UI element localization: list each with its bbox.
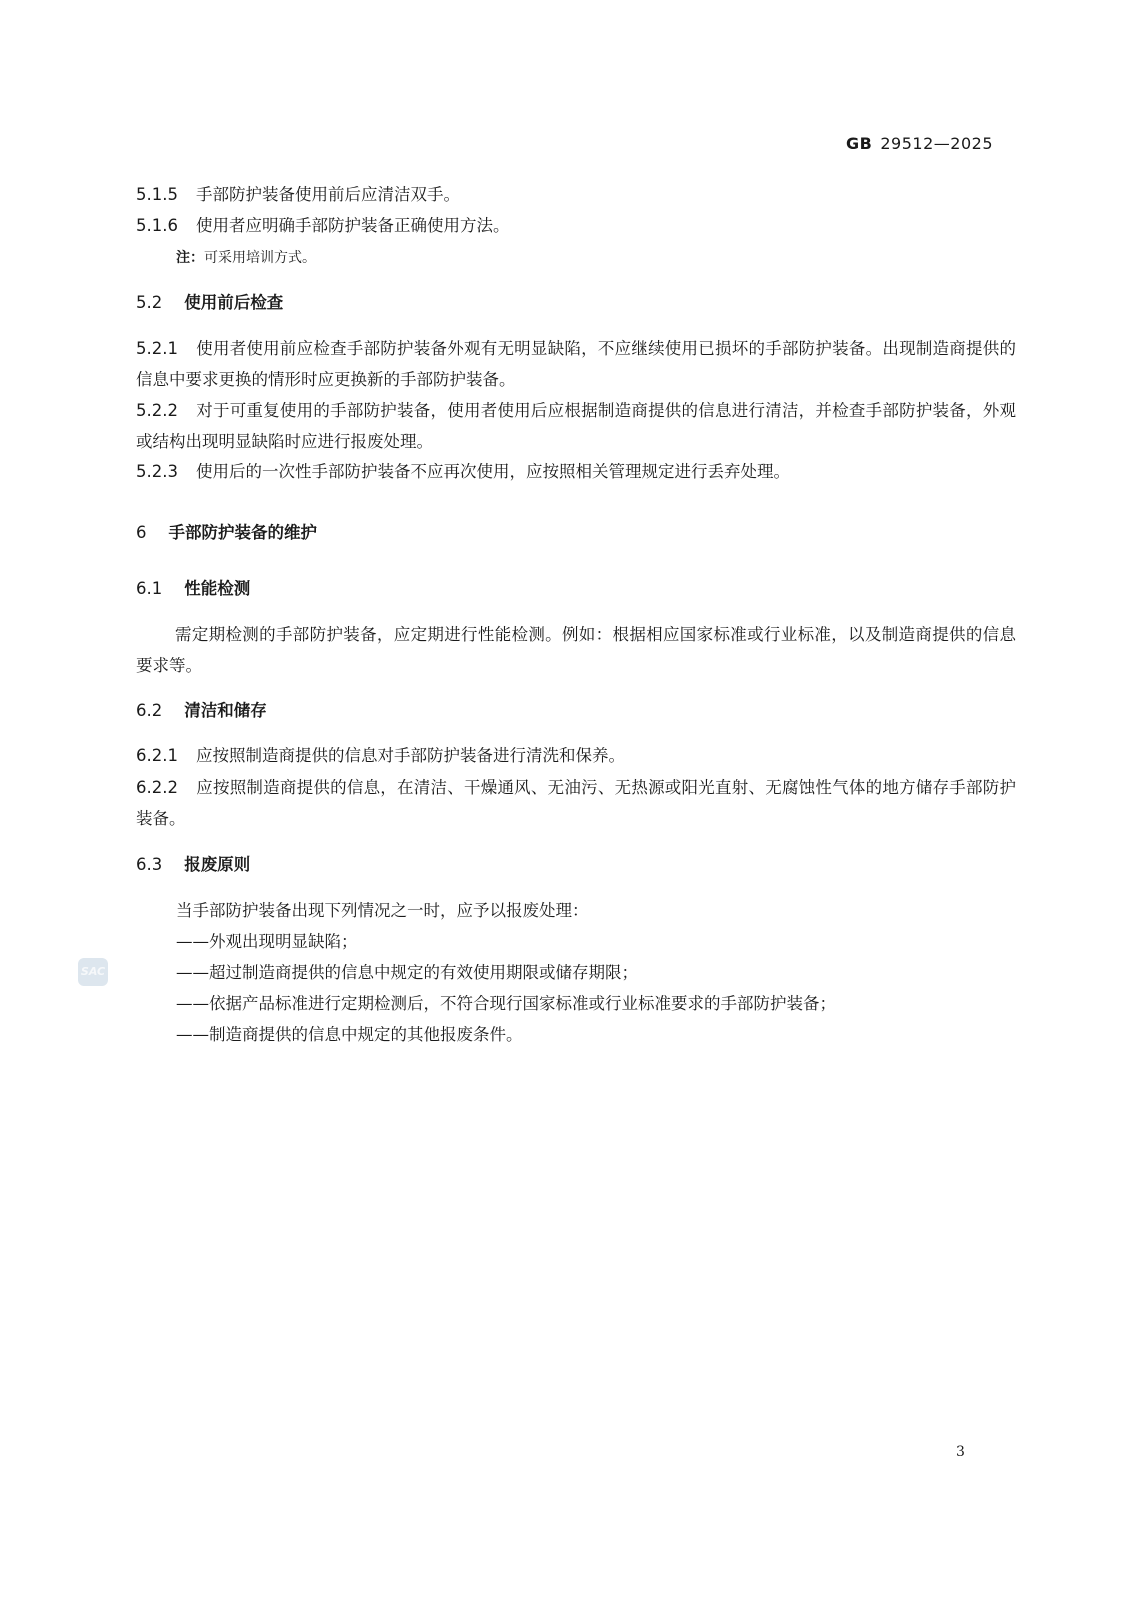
- section-6-1-heading: [136, 574, 1016, 604]
- section-5-2-heading: [136, 288, 1016, 318]
- list-item: ——制造商提供的信息中规定的其他报废条件。: [176, 1025, 523, 1044]
- section-title: 清洁和储存: [184, 701, 267, 720]
- clause-text: 手部防护装备使用前后应清洁双手。: [195, 185, 460, 204]
- section-title: 手部防护装备的维护: [168, 523, 317, 542]
- page-number: 3: [956, 1444, 965, 1460]
- section-title: 性能检测: [184, 579, 251, 598]
- list-item: ——依据产品标准进行定期检测后，不符合现行国家标准或行业标准要求的手部防护装备；: [176, 994, 836, 1013]
- clause-number: 6.2.1: [136, 746, 178, 765]
- section-number: 6: [136, 523, 147, 542]
- section-6-3-heading: [136, 850, 1016, 880]
- clause-5-2-1: [136, 333, 1016, 395]
- clause-6-2-2: [136, 772, 1016, 834]
- section-6-2-heading: [136, 696, 1016, 726]
- standard-code-header: [846, 134, 993, 153]
- clause-text: 使用者应明确手部防护装备正确使用方法。: [195, 216, 510, 235]
- clause-number: 5.1.5: [136, 185, 178, 204]
- sac-watermark-logo: SAC: [78, 958, 108, 986]
- clause-5-1-5: [136, 180, 1016, 210]
- clause-text: 应按照制造商提供的信息，在清洁、干燥通风、无油污、无热源或阳光直射、无腐蚀性气体的地方储存手部防护装备。: [136, 778, 1016, 828]
- section-number: 6.3: [136, 855, 163, 874]
- clause-text: 使用者使用前应检查手部防护装备外观有无明显缺陷，不应继续使用已损坏的手部防护装备。出现制造商提供的信息中要求更换的情形时应更换新的手部防护装备。: [136, 339, 1016, 389]
- section-number: 5.2: [136, 293, 163, 312]
- section-title: 报废原则: [184, 855, 251, 874]
- clause-text: 对于可重复使用的手部防护装备，使用者使用后应根据制造商提供的信息进行清洁，并检查手部防护装备，外观或结构出现明显缺陷时应进行报废处理。: [136, 401, 1016, 451]
- clause-number: 5.2.1: [136, 339, 178, 358]
- clause-5-1-6: [136, 211, 1016, 241]
- standard-code: 29512—2025: [880, 134, 993, 153]
- clause-5-2-3: [136, 457, 1016, 487]
- clause-number: 5.2.2: [136, 401, 178, 420]
- section-number: 6.2: [136, 701, 163, 720]
- note-label: 注：: [176, 250, 204, 266]
- list-item: ——超过制造商提供的信息中规定的有效使用期限或储存期限；: [176, 963, 638, 982]
- clause-number: 5.1.6: [136, 216, 178, 235]
- list-item: ——外观出现明显缺陷；: [176, 932, 358, 951]
- note-text: 可采用培训方式。: [204, 250, 316, 266]
- clause-6-2-1: [136, 741, 1016, 771]
- section-6-1-paragraph: 需定期检测的手部防护装备，应定期进行性能检测。例如：根据相应国家标准或行业标准，以及制造商提供的信息要求等。: [136, 625, 1016, 675]
- standard-prefix: GB: [846, 134, 873, 153]
- clause-text: 应按照制造商提供的信息对手部防护装备进行清洗和保养。: [195, 746, 625, 765]
- note: [176, 247, 316, 269]
- section-6-3-intro: 当手部防护装备出现下列情况之一时，应予以报废处理：: [176, 901, 589, 920]
- clause-number: 5.2.3: [136, 462, 178, 481]
- section-number: 6.1: [136, 579, 163, 598]
- section-title: 使用前后检查: [184, 293, 284, 312]
- clause-5-2-2: [136, 395, 1016, 457]
- clause-number: 6.2.2: [136, 778, 178, 797]
- clause-text: 使用后的一次性手部防护装备不应再次使用，应按照相关管理规定进行丢弃处理。: [195, 462, 790, 481]
- section-6-heading: [136, 518, 1016, 548]
